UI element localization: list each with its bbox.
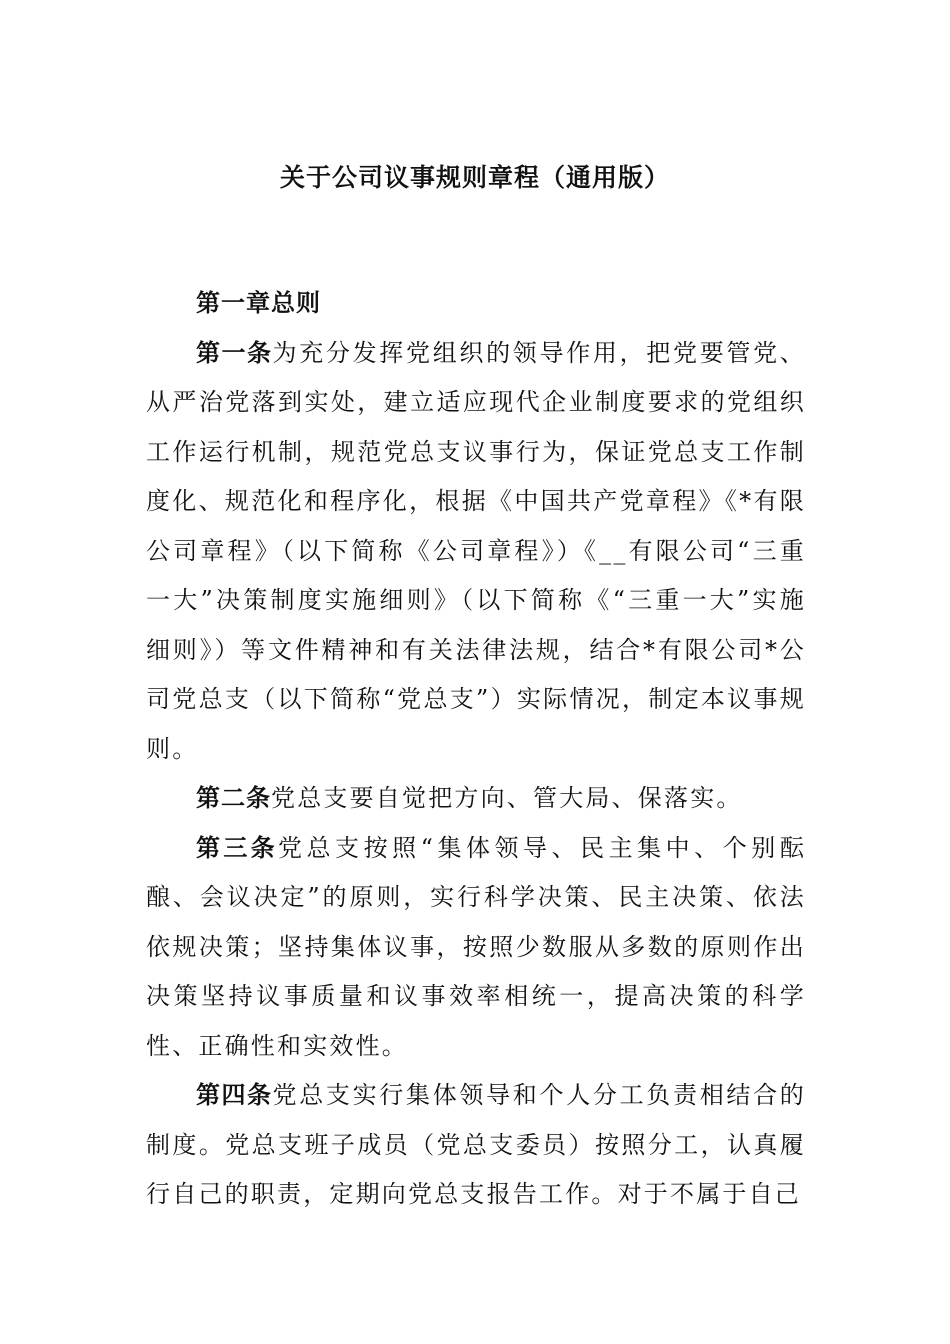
article-text: 党总支要自觉把方向、管大局、保落实。	[271, 784, 743, 812]
document-title: 关于公司议事规则章程（通用版）	[279, 163, 670, 192]
article-3	[146, 824, 806, 1072]
chapter-heading	[146, 279, 806, 329]
article-text: 为充分发挥党组织的领导作用，把党要管党、从严治党落到实处，建立适应现代企业制度要求的党组织工作运行机制，规范党总支议事行为，保证党总支工作制度化、规范化和程序化，根据《中国共产党章程》《*有限公司章程》（以下简称《公司章程》）《__有限公司“三重一大”决策制度实施细则》（以下简称《“三重一大”实施细则》）等文件精神和有关法律法规，结合*有限公司*公司党总支（以下简称“党总支”）实际情况，制定本议事规则。	[146, 338, 806, 763]
article-label: 第二条	[196, 784, 271, 812]
article-4	[146, 1071, 806, 1220]
article-2	[146, 774, 806, 824]
article-text: 党总支按照“集体领导、民主集中、个别酝酿、会议决定”的原则，实行科学决策、民主决策、依法依规决策；坚持集体议事，按照少数服从多数的原则作出决策坚持议事质量和议事效率相统一，提高决策的科学性、正确性和实效性。	[146, 833, 807, 1060]
article-label: 第三条	[196, 833, 278, 862]
article-label: 第四条	[196, 1081, 273, 1109]
article-text: 党总支实行集体领导和个人分工负责相结合的制度。党总支班子成员（党总支委员）按照分工，认真履行自己的职责，定期向党总支报告工作。对于不属于自己	[146, 1081, 806, 1208]
article-label: 第一条	[196, 338, 273, 367]
chapter-title: 第一章总则	[196, 289, 321, 317]
document-body	[146, 279, 806, 1220]
article-1	[146, 329, 806, 775]
